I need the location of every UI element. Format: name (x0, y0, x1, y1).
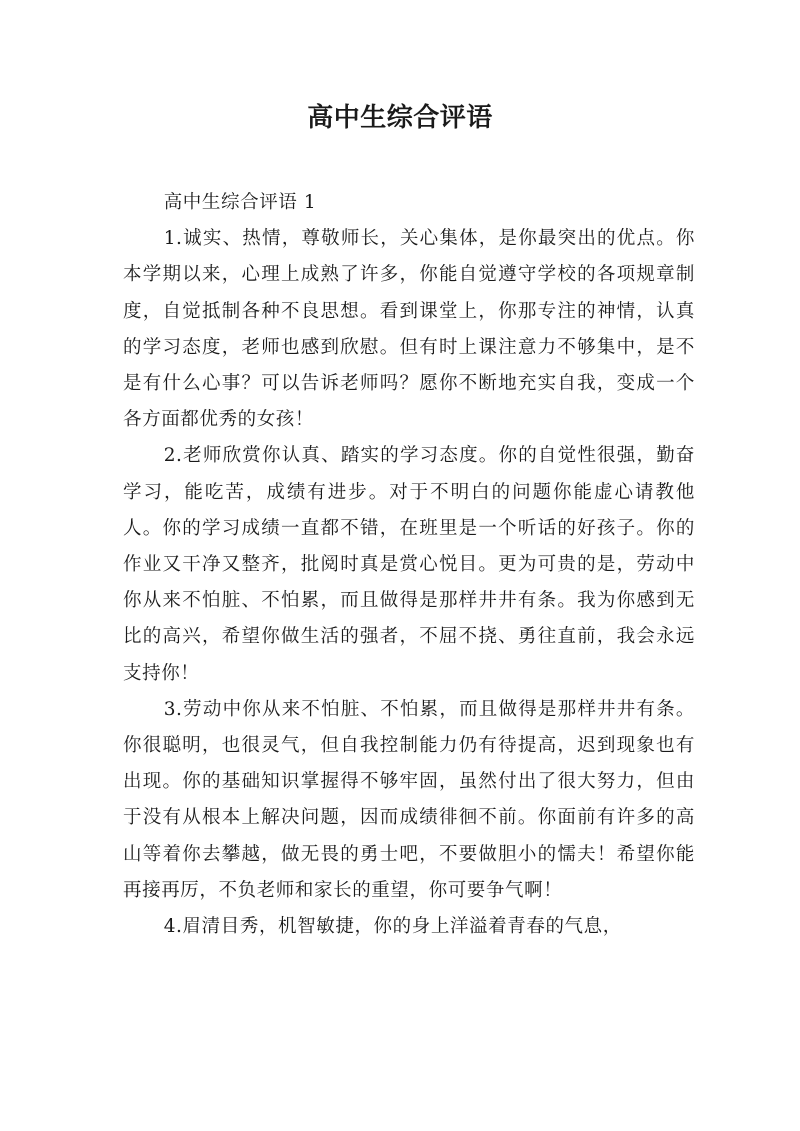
document-title: 高中生综合评语 (307, 103, 493, 133)
comment-paragraph-3: 3.劳动中你从来不怕脏、不怕累，而且做得是那样井井有条。你很聪明，也很灵气，但自我控制能力仍有待提高，迟到现象也有出现。你的基础知识掌握得不够牢固，虽然付出了很大努力，但由于没有从根本上解决问题，因而成绩徘徊不前。你面前有许多的高山等着你去攀越，做无畏的勇士吧，不要做胆小的懦夫！希望你能再接再厉，不负老师和家长的重望，你可要争气啊！ (123, 698, 695, 901)
comment-paragraph-2: 2.老师欣赏你认真、踏实的学习态度。你的自觉性很强，勤奋学习，能吃苦，成绩有进步。对于不明白的问题你能虚心请教他人。你的学习成绩一直都不错，在班里是一个听话的好孩子。你的作业又干净又整齐，批阅时真是赏心悦目。更为可贵的是，劳动中你从来不怕脏、不怕累，而且做得是那样井井有条。我为你感到无比的高兴，希望你做生活的强者，不屈不挠、勇往直前，我会永远支持你！ (123, 445, 695, 684)
comment-paragraph-4: 4.眉清目秀，机智敏捷，你的身上洋溢着青春的气息， (163, 916, 622, 938)
section-heading: 高中生综合评语 1 (163, 192, 317, 213)
comment-paragraph-1: 1.诚实、热情，尊敬师长，关心集体，是你最突出的优点。你本学期以来，心理上成熟了许多，你能自觉遵守学校的各项规章制度，自觉抵制各种不良思想。看到课堂上，你那专注的神情，认真的学习态度，老师也感到欣慰。但有时上课注意力不够集中，是不是有什么心事？可以告诉老师吗？愿你不断地充实自我，变成一个各方面都优秀的女孩！ (123, 228, 695, 431)
document-body (123, 185, 695, 945)
